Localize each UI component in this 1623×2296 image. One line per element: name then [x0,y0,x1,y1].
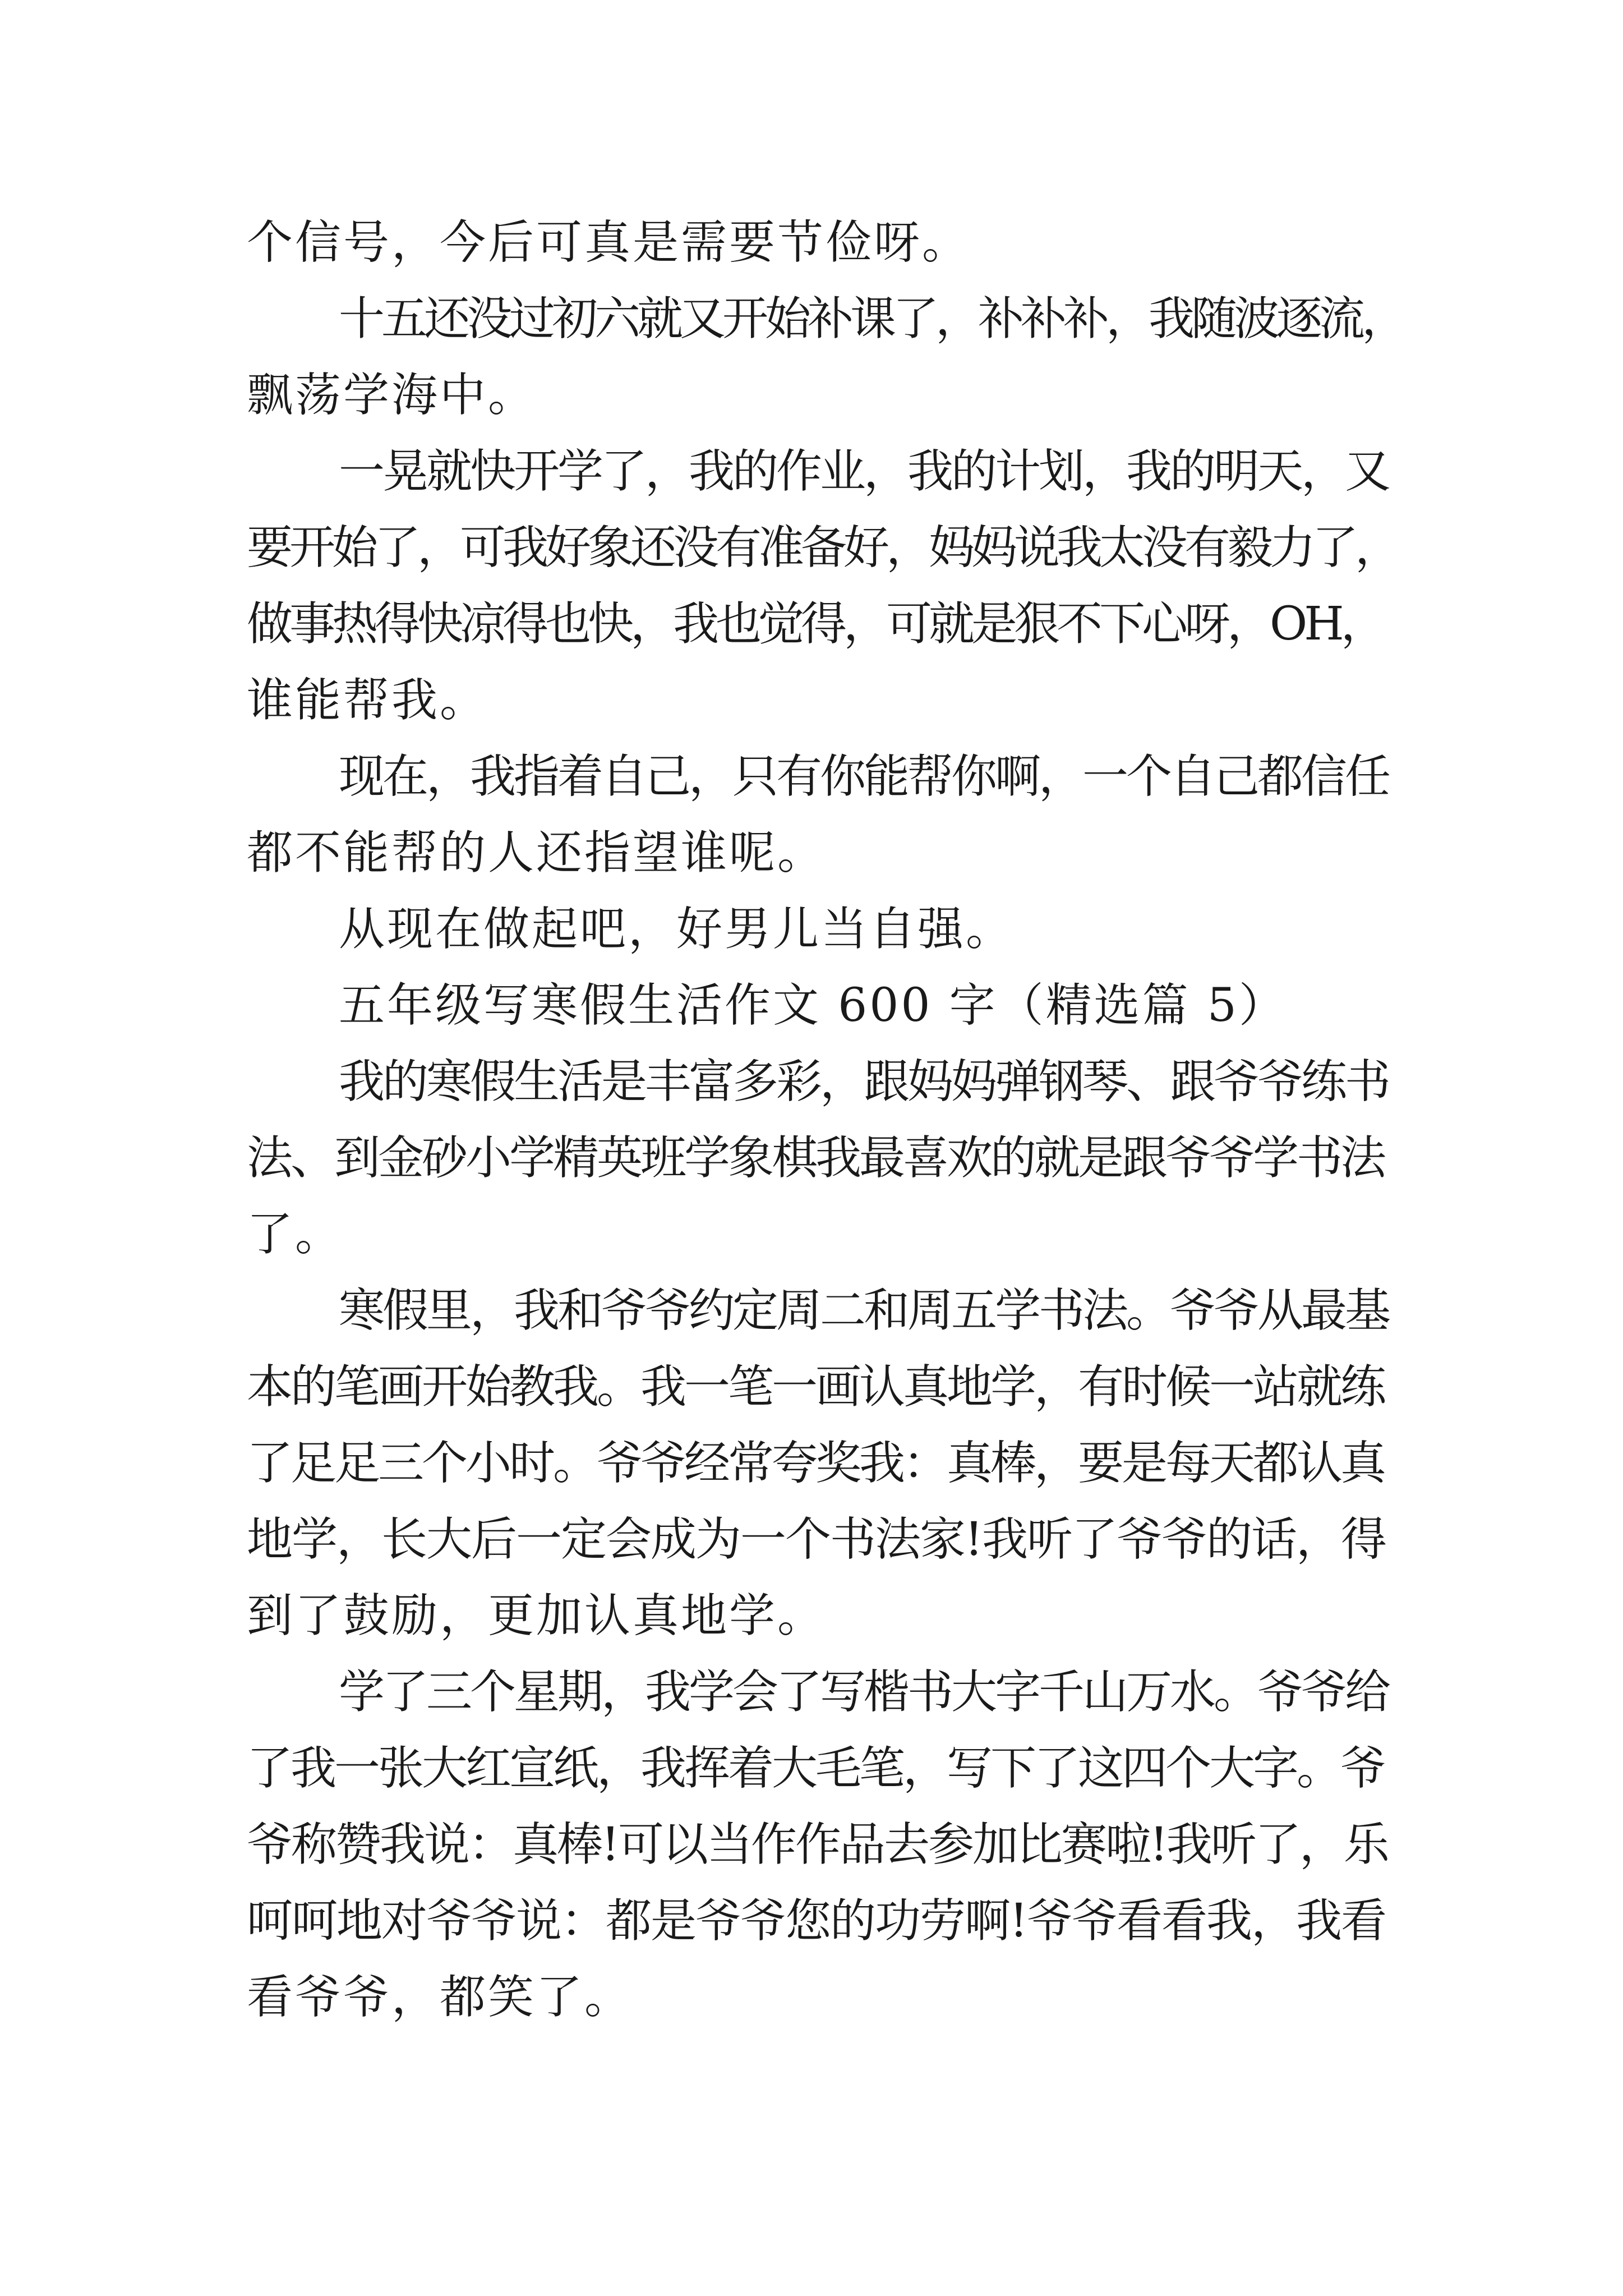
text-line: 个信号，今后可真是需要节俭呀。 [247,216,971,269]
text-line: 一晃就快开学了，我的作业，我的计划，我的明天，又 [339,445,1389,498]
section-heading: 五年级写寒假生活作文 600 字（精选篇 5） [339,979,1287,1032]
text-line: 十五还没过初六就又开始补课了，补补补，我随波逐流， [339,292,1405,346]
text-line: 爷称赞我说：真棒!可以当作作品去参加比赛啦!我听了，乐 [247,1818,1388,1871]
essay-body [247,205,1405,2036]
text-line: 法、到金砂小学精英班学象棋我最喜欢的就是跟爷爷学书法 [247,1131,1385,1185]
text-line: 学了三个星期，我学会了写楷书大字千山万水。爷爷给 [339,1665,1389,1719]
text-line: 我的寒假生活是丰富多彩，跟妈妈弹钢琴、跟爷爷练书 [339,1055,1389,1108]
text-line: 呵呵地对爷爷说：都是爷爷您的功劳啊!爷爷看看我，我看 [247,1894,1386,1948]
text-line: 现在，我指着自己，只有你能帮你啊，一个自己都信任 [339,750,1389,803]
text-line: 到了鼓励，更加认真地学。 [247,1589,826,1642]
text-line: 寒假里，我和爷爷约定周二和周五学书法。爷爷从最基 [339,1284,1389,1337]
text-line: 从现在做起吧，好男儿当自强。 [339,903,1015,956]
text-line: 地学，长大后一定会成为一个书法家!我听了爷爷的话，得 [247,1513,1386,1566]
text-line: 了。 [247,1208,344,1261]
text-line: 要开始了，可我好象还没有准备好，妈妈说我太没有毅力了， [247,521,1398,574]
text-line: 本的笔画开始教我。我一笔一画认真地学，有时候一站就练 [247,1360,1385,1414]
text-line: 飘荡学海中。 [247,369,537,422]
text-line: 了足足三个小时。爷爷经常夸奖我：真棒，要是每天都认真 [247,1437,1385,1490]
text-line: 看爷爷，都笑了。 [247,1971,633,2024]
text-line: 做事热得快凉得也快，我也觉得，可就是狠不下心呀，OH， [247,597,1384,651]
text-line: 了我一张大红宣纸，我挥着大毛笔，写下了这四个大字。爷 [247,1742,1385,1795]
text-line: 谁能帮我。 [247,674,488,727]
text-line: 都不能帮的人还指望谁呢。 [247,826,826,880]
